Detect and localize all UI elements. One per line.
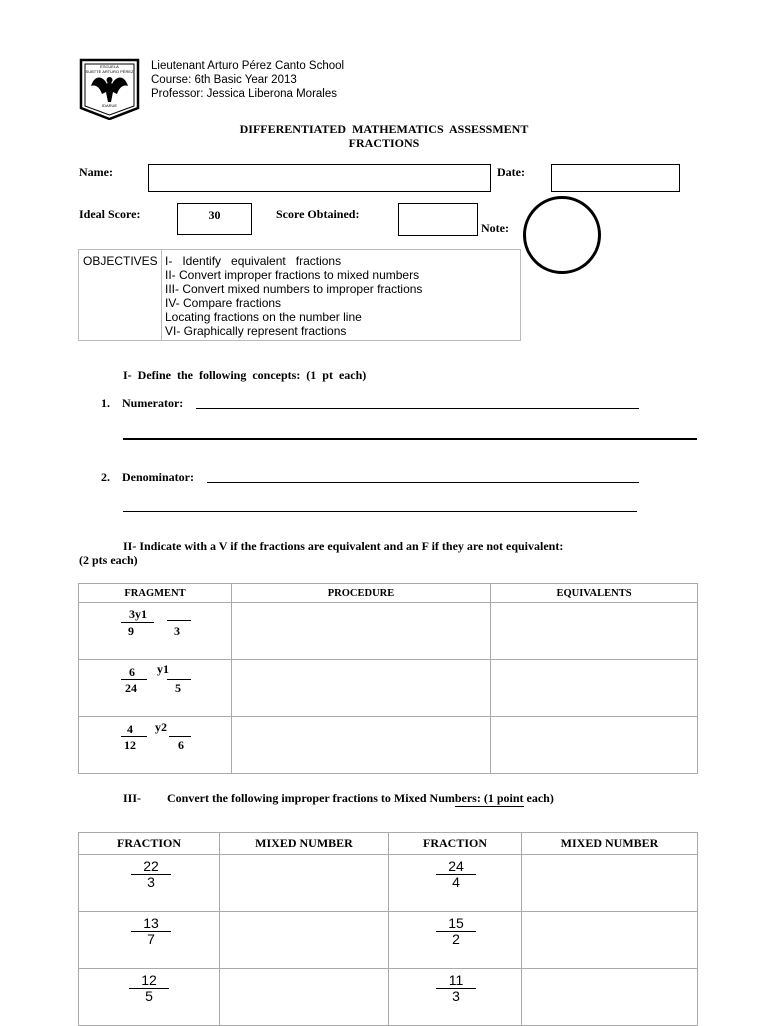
- col-fragment: FRAGMENT: [79, 584, 232, 603]
- mixed-number-cell[interactable]: [522, 855, 698, 912]
- score-obtained-label: Score Obtained:: [276, 207, 360, 221]
- fraction-cell: [79, 855, 220, 912]
- q2-number: 2.: [101, 470, 110, 484]
- table-row: [79, 717, 698, 774]
- mixed-number-cell[interactable]: [522, 912, 698, 969]
- procedure-cell[interactable]: [232, 717, 491, 774]
- section-3-heading: [167, 791, 554, 807]
- logo-top-text: ESCUELA: [100, 64, 119, 69]
- ideal-score-box: [177, 203, 252, 235]
- numerator: 24: [436, 859, 476, 875]
- date-label: Date:: [497, 165, 525, 179]
- section-3-heading-post: each): [523, 791, 554, 805]
- numerator: 11: [436, 973, 476, 989]
- table-row: [79, 855, 698, 912]
- denominator: 3: [147, 874, 155, 890]
- section-1-heading: I- Define the following concepts: (1 pt each): [123, 368, 367, 382]
- fraction-cell: [79, 912, 220, 969]
- col-mixed-right: MIXED NUMBER: [522, 833, 698, 855]
- table-row: [79, 912, 698, 969]
- ideal-score-value: 30: [208, 208, 221, 222]
- col-mixed-left: MIXED NUMBER: [220, 833, 389, 855]
- fraction: [131, 859, 171, 890]
- table-row: [79, 969, 698, 1026]
- procedure-cell[interactable]: [232, 603, 491, 660]
- fraction-a-denominator: 9: [128, 624, 134, 638]
- objective-item: II- Convert improper fractions to mixed numbers: [165, 268, 420, 282]
- mixed-number-cell[interactable]: [220, 969, 389, 1026]
- fraction-b-denominator: 6: [178, 738, 184, 752]
- note-label: Note:: [481, 221, 509, 235]
- section-3-number: III-: [123, 791, 142, 805]
- fraction-cell: [389, 855, 522, 912]
- section-3-heading-pre: Convert the following improper fractions to Mixed Num: [167, 791, 455, 805]
- numerator: 15: [436, 916, 476, 932]
- logo-bottom-text: IDARUE: [101, 103, 118, 108]
- q2-answer-line-2[interactable]: [123, 511, 637, 512]
- note-circle[interactable]: [523, 196, 601, 274]
- fragment-cell: [79, 603, 232, 660]
- fraction: [131, 916, 171, 947]
- school-name: Lieutenant Arturo Pérez Canto School: [151, 60, 345, 72]
- title-line-2: FRACTIONS: [348, 136, 420, 150]
- fraction-bar: [169, 736, 191, 737]
- fraction-b-numerator: y1: [157, 662, 169, 676]
- q1-number: 1.: [101, 396, 110, 410]
- objectives-divider: [161, 250, 162, 340]
- q1-answer-line[interactable]: [196, 408, 639, 409]
- fraction-bar: [167, 679, 191, 680]
- denominator: 4: [452, 874, 460, 890]
- procedure-cell[interactable]: [232, 660, 491, 717]
- objective-item: I- Identify equivalent fractions: [165, 254, 342, 268]
- denominator: 3: [452, 988, 460, 1004]
- fraction-b-denominator: 5: [175, 681, 181, 695]
- logo-mid-text: SUBTTE ARTURO PÉREZ: [85, 69, 134, 74]
- objective-item: IV- Compare fractions: [165, 296, 282, 310]
- fraction-a-numerator: 4: [127, 722, 133, 736]
- col-fraction-left: FRACTION: [79, 833, 220, 855]
- numerator: 13: [131, 916, 171, 932]
- table-header-row: [79, 833, 698, 855]
- course-line: Course: 6th Basic Year 2013: [151, 74, 297, 86]
- fraction-cell: [79, 969, 220, 1026]
- denominator: 2: [452, 931, 460, 947]
- mixed-number-cell[interactable]: [522, 969, 698, 1026]
- ideal-score-label: Ideal Score:: [79, 207, 141, 221]
- objective-item: Locating fractions on the number line: [165, 310, 362, 324]
- denominator: 7: [147, 931, 155, 947]
- col-fraction-right: FRACTION: [389, 833, 522, 855]
- q1-label: Numerator:: [122, 396, 184, 410]
- mixed-number-cell[interactable]: [220, 855, 389, 912]
- name-field[interactable]: [148, 164, 491, 192]
- fraction-bar: [121, 679, 147, 680]
- fragment-cell: [79, 717, 232, 774]
- name-label: Name:: [79, 165, 113, 179]
- q2-answer-line[interactable]: [207, 482, 639, 483]
- mixed-number-table: [78, 832, 698, 1026]
- fraction-a-denominator: 24: [125, 681, 137, 695]
- objectives-box: [78, 249, 521, 341]
- numerator: 22: [131, 859, 171, 875]
- q1-answer-line-2[interactable]: [123, 438, 697, 440]
- professor-line: Professor: Jessica Liberona Morales: [151, 88, 337, 100]
- col-procedure: PROCEDURE: [232, 584, 491, 603]
- date-field[interactable]: [551, 164, 680, 192]
- fraction-cell: [389, 969, 522, 1026]
- section-2-heading: II- Indicate with a V if the fractions are equivalent and an F if they are not equivalent:: [123, 539, 564, 553]
- title-line-1: DIFFERENTIATED MATHEMATICS ASSESSMENT: [239, 122, 529, 136]
- fraction-bar: [121, 622, 154, 623]
- numerator: 12: [129, 973, 169, 989]
- equivalents-cell[interactable]: [491, 717, 698, 774]
- fraction: [436, 859, 476, 890]
- table-row: [79, 603, 698, 660]
- fraction-a-denominator: 12: [124, 738, 136, 752]
- page-title: [0, 122, 768, 150]
- section-3-heading-underlined: bers: (1 point: [454, 791, 524, 805]
- equivalence-table: [78, 583, 698, 774]
- table-header-row: [79, 584, 698, 603]
- equivalents-cell[interactable]: [491, 603, 698, 660]
- fraction: [436, 973, 476, 1004]
- fraction-a-numerator: 6: [129, 665, 135, 679]
- fragment-cell: [79, 660, 232, 717]
- fraction-b-numerator: y2: [155, 720, 167, 734]
- objectives-label: OBJECTIVES: [83, 254, 158, 268]
- objectives-list: [165, 254, 422, 338]
- fraction-cell: [389, 912, 522, 969]
- fraction-bar: [121, 736, 147, 737]
- denominator: 5: [145, 988, 153, 1004]
- fraction-b-denominator: 3: [174, 624, 180, 638]
- objective-item: VI- Graphically represent fractions: [165, 324, 347, 338]
- mixed-number-cell[interactable]: [220, 912, 389, 969]
- table-row: [79, 660, 698, 717]
- fraction: [436, 916, 476, 947]
- fraction-bar: [167, 620, 191, 621]
- col-equivalents: EQUIVALENTS: [491, 584, 698, 603]
- fraction-a-numerator: 3y1: [129, 607, 147, 621]
- section-2-points: (2 pts each): [79, 553, 138, 567]
- score-obtained-field[interactable]: [398, 203, 478, 236]
- objective-item: III- Convert mixed numbers to improper fractions: [165, 282, 423, 296]
- equivalents-cell[interactable]: [491, 660, 698, 717]
- school-info: [151, 59, 344, 101]
- school-logo: [79, 58, 140, 120]
- q2-label: Denominator:: [122, 470, 194, 484]
- fraction: [129, 973, 169, 1004]
